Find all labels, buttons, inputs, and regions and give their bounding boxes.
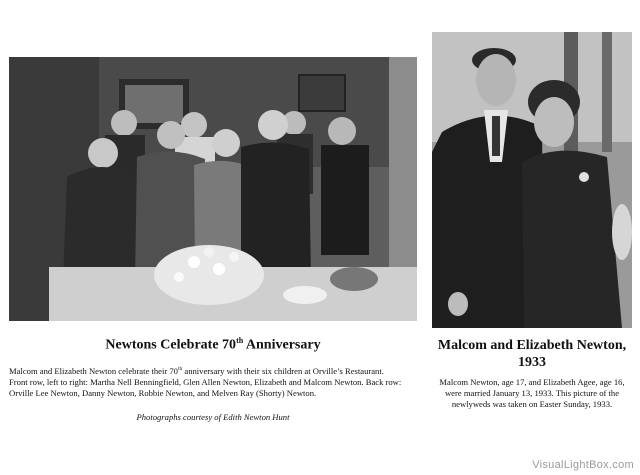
photo-credit: Photographs courtesy of Edith Newton Hunt bbox=[136, 412, 290, 422]
anniversary-headline bbox=[9, 336, 417, 354]
anniversary-caption-line-1 bbox=[9, 364, 429, 377]
family-group-photo-drawing bbox=[9, 57, 417, 321]
family-group-photo bbox=[9, 57, 417, 321]
newlyweds-caption-line-1: Malcom Newton, age 17, and Elizabeth Agee, age 16, bbox=[439, 377, 625, 387]
newlyweds-headline bbox=[432, 337, 632, 371]
newlyweds-1933-photo-drawing bbox=[432, 32, 632, 328]
anniversary-caption-line-2: Front row, left to right: Martha Nell Benningfield, Glen Allen Newton, Elizabeth and Malcom Newton. Back row: bbox=[9, 376, 402, 387]
newlyweds-headline-line-2: 1933 bbox=[518, 355, 546, 370]
anniversary-caption-line-3: Orville Lee Newton, Danny Newton, Robbie Newton, and Melven Ray (Shorty) Newton. bbox=[9, 387, 317, 398]
anniversary-caption-line-1a: Malcom and Elizabeth Newton celebrate their 70 bbox=[9, 365, 178, 376]
anniversary-headline-superscript: th bbox=[236, 336, 244, 345]
anniversary-caption-superscript: th bbox=[177, 366, 183, 372]
newlyweds-caption-line-2: were married January 13, 1933. This picture of the bbox=[444, 388, 620, 398]
anniversary-headline-end: Anniversary bbox=[243, 337, 321, 353]
anniversary-caption-line-1b: anniversary with their six children at Orville’s Restaurant. bbox=[182, 365, 384, 376]
newlyweds-headline-line-1: Malcom and Elizabeth Newton, bbox=[437, 338, 627, 353]
anniversary-caption bbox=[9, 364, 429, 399]
newlyweds-1933-photo bbox=[432, 32, 632, 328]
site-watermark: VisualLightBox.com bbox=[532, 459, 634, 471]
anniversary-headline-main: Newtons Celebrate 70 bbox=[105, 337, 237, 353]
newlyweds-caption-line-3: newlyweds was taken on Easter Sunday, 1933. bbox=[451, 399, 613, 409]
newlyweds-caption bbox=[432, 377, 632, 410]
